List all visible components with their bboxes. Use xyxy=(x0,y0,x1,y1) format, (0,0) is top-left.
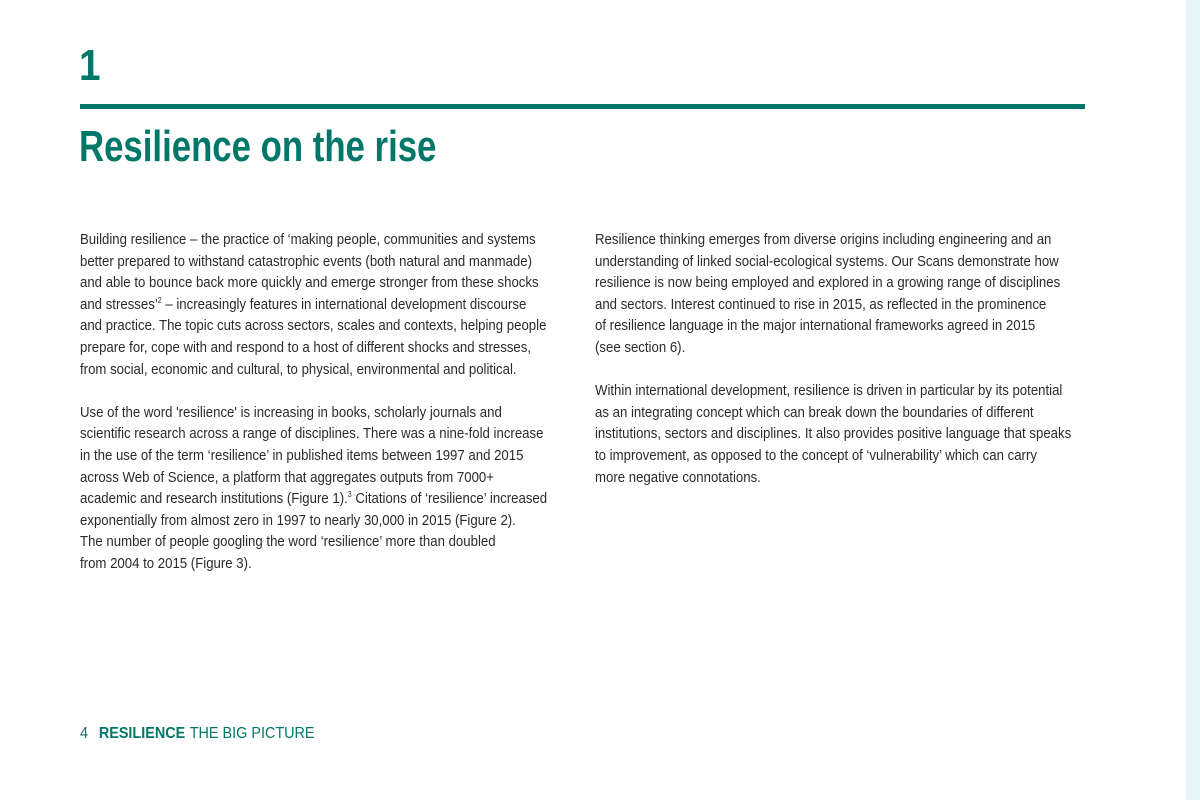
text-fragment: – increasingly features in international development discourse xyxy=(161,295,527,313)
text-line: prepare for, cope with and respond to a host of different shocks and stresses, xyxy=(80,338,532,356)
text-line: in the use of the term ‘resilience’ in published items between 1997 and 2015 xyxy=(80,446,524,464)
text-line: institutions, sectors and disciplines. It also provides positive language that speaks xyxy=(595,425,1072,443)
text-line: understanding of linked social-ecological systems. Our Scans demonstrate how xyxy=(595,252,1059,270)
text-line: Use of the word 'resilience' is increasing in books, scholarly journals and xyxy=(80,403,502,421)
text-line: and sectors. Interest continued to rise in 2015, as reflected in the prominence xyxy=(595,295,1047,313)
text-line: more negative connotations. xyxy=(595,468,761,486)
left-column xyxy=(80,229,562,596)
text-line xyxy=(80,294,562,316)
right-paragraph-1 xyxy=(595,229,1077,359)
text-line: Building resilience – the practice of ‘making people, communities and systems xyxy=(80,231,536,248)
text-line: resilience is now being employed and explored in a growing range of disciplines xyxy=(595,274,1061,292)
left-paragraph-2 xyxy=(80,402,562,575)
text-line: across Web of Science, a platform that aggregates outputs from 7000+ xyxy=(80,468,494,486)
footnote-ref-3[interactable]: 3 xyxy=(347,490,352,500)
text-line: (see section 6). xyxy=(595,338,686,356)
left-paragraph-1 xyxy=(80,229,562,380)
text-fragment: Citations of ‘resilience’ increased xyxy=(351,490,548,508)
page-edge-band xyxy=(1186,0,1200,800)
page-footer xyxy=(80,725,315,743)
chapter-title: Resilience on the rise xyxy=(79,122,437,171)
text-line: and practice. The topic cuts across sectors, scales and contexts, helping people xyxy=(80,317,547,335)
right-column xyxy=(595,229,1077,510)
footnote-ref-2[interactable]: 2 xyxy=(157,295,162,305)
text-line: from social, economic and cultural, to physical, environmental and political. xyxy=(80,360,517,378)
text-line: of resilience language in the major international frameworks agreed in 2015 xyxy=(595,317,1036,335)
text-line: better prepared to withstand catastrophic events (both natural and manmade) xyxy=(80,252,533,270)
text-fragment: and stresses’ xyxy=(80,295,158,313)
text-line: The number of people googling the word ‘resilience’ more than doubled xyxy=(80,533,496,551)
text-line: Within international development, resilience is driven in particular by its potential xyxy=(595,382,1063,400)
right-paragraph-2 xyxy=(595,380,1077,488)
text-line: and able to bounce back more quickly and emerge stronger from these shocks xyxy=(80,274,539,292)
chapter-divider xyxy=(80,104,1085,109)
text-line: as an integrating concept which can break down the boundaries of different xyxy=(595,403,1034,421)
text-line: exponentially from almost zero in 1997 to nearly 30,000 in 2015 (Figure 2). xyxy=(80,511,516,529)
text-line: from 2004 to 2015 (Figure 3). xyxy=(80,554,252,572)
text-line xyxy=(80,488,562,510)
text-line: to improvement, as opposed to the concept of ‘vulnerability’ which can carry xyxy=(595,446,1037,464)
chapter-number: 1 xyxy=(79,41,101,90)
text-line: scientific research across a range of disciplines. There was a nine-fold increase xyxy=(80,425,544,443)
page-number: 4 xyxy=(80,725,89,742)
text-line: Resilience thinking emerges from diverse origins including engineering and an xyxy=(595,231,1052,248)
footer-subtitle: THE BIG PICTURE xyxy=(189,725,315,742)
footer-brand: RESILIENCE xyxy=(98,725,186,742)
text-fragment: academic and research institutions (Figure 1). xyxy=(80,490,348,508)
